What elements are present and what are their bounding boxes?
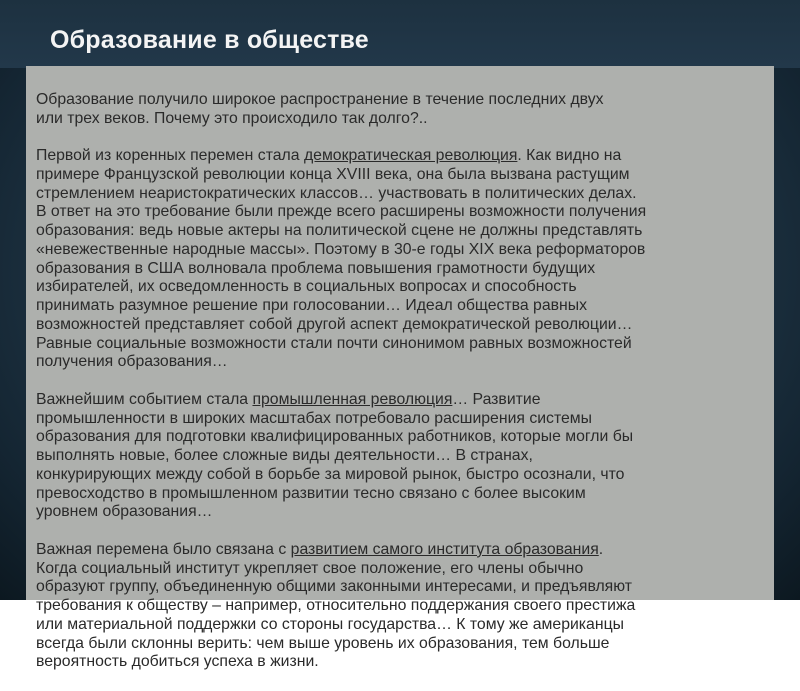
- slide-title: Образование в обществе: [50, 26, 369, 54]
- paragraph-4: [36, 541, 768, 672]
- paragraph-3: [36, 391, 768, 522]
- paragraph-3-lead: Важнейшим событием стала: [36, 390, 253, 408]
- paragraph-2-rest: . Как видно на примере Французской революции конца XVIII века, она была вызвана растущим стремлением неаристократических классов… участвовать в политических делах. В ответ на это требование были прежде всего расширены возможности получения образования: ведь новые актеры на политической сцене не должны представлять «невежественные народные массы». Поэтому в 30-е годы XIX века реформаторов образования в США волновала проблема повышения грамотности будущих избирателей, их осведомленность в социальных вопросах и способность принимать разумное решение при голосовании… Идеал общества равных возможностей представляет собой другой аспект демократической революции… Равные социальные возможности стали почти синонимом равных возможностей получения образования…: [36, 147, 647, 371]
- paragraph-4-lead: Важная перемена было связана с: [36, 540, 291, 558]
- paragraph-3-rest: … Развитие промышленности в широких масштабах потребовало расширения системы образования для подготовки квалифицированных работников, которые могли бы выполнять новые, более сложные виды деятельности… В странах, конкурирующих между собой в борьбе за мировой рынок, быстро осознали, что превосходство в промышленном развитии тесно связано с более высоким уровнем образования…: [36, 390, 634, 521]
- content-box: [26, 66, 774, 671]
- education-institution-link[interactable]: развитием самого института образования: [290, 540, 599, 558]
- paragraph-1-text: Образование получило широкое распространение в течение последних двух или трех веков. Почему это происходило так долго?..: [36, 90, 604, 127]
- paragraph-1: [36, 91, 768, 129]
- body-text: [36, 72, 768, 691]
- democratic-revolution-link[interactable]: демократическая революция: [303, 147, 518, 164]
- paragraph-2-lead: Первой из коренных перемен стала: [36, 147, 304, 164]
- paragraph-4-rest: . Когда социальный институт укрепляет свое положение, его члены обычно образуют группу, объединенную общими законными интересами, и предъявляют требования к обществу – например, относительно поддержания своего престижа или материальной поддержки со стороны государства… К тому же американцы всегда были склонны верить: чем выше уровень их образования, тем больше вероятность добиться успеха в жизни.: [36, 540, 636, 671]
- paragraph-2: [36, 147, 768, 372]
- industrial-revolution-link[interactable]: промышленная революция: [252, 390, 453, 408]
